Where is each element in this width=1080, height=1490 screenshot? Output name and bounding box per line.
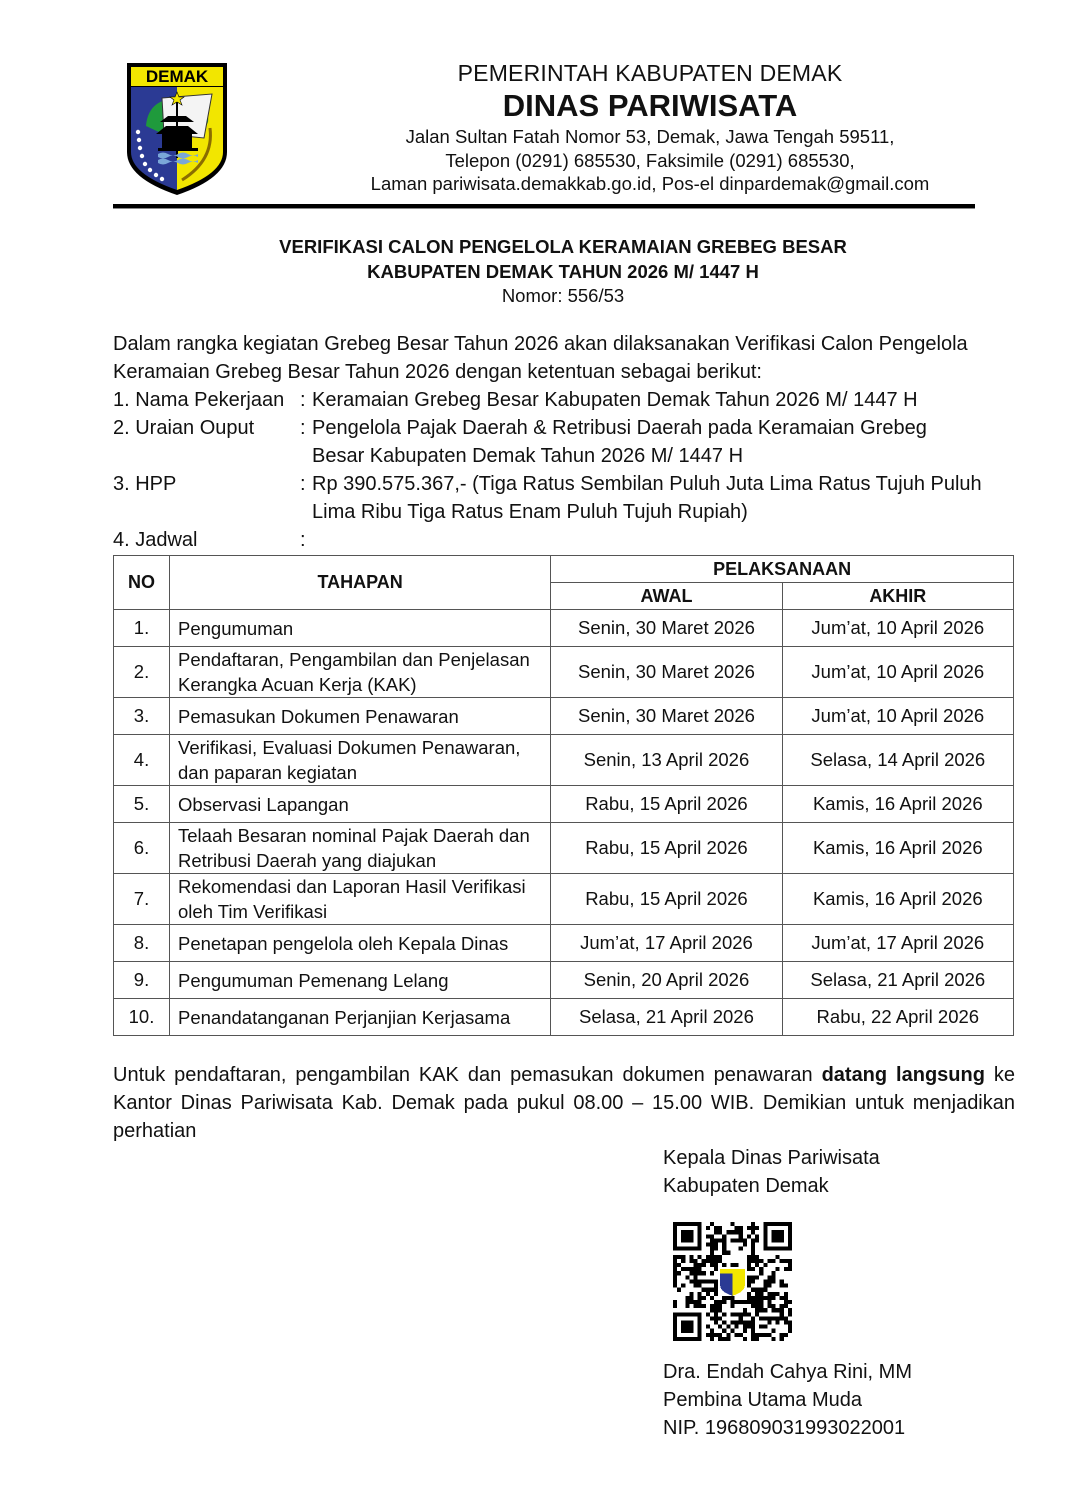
item-value: Pengelola Pajak Daerah & Retribusi Daerah pada Keramaian Grebeg Besar Kabupaten Demak Tahun 2026 M/ 1447 H xyxy=(312,417,927,467)
table-row xyxy=(114,698,1014,735)
closing-text-end: ke Kantor Dinas Pariwisata Kab. Demak pada pukul 08.00 – 15.00 WIB. Demikian untuk menjadikan perhatian xyxy=(113,1064,1015,1142)
row-end-date: Kamis, 16 April 2026 xyxy=(782,786,1013,823)
row-end-date: Kamis, 16 April 2026 xyxy=(782,823,1013,874)
table-row xyxy=(114,925,1014,962)
row-stage: Pendaftaran, Pengambilan dan Penjelasan Kerangka Acuan Kerja (KAK) xyxy=(170,647,551,698)
row-number: 10. xyxy=(114,999,170,1036)
item-value: Keramaian Grebeg Besar Kabupaten Demak Tahun 2026 M/ 1447 H xyxy=(312,389,918,411)
government-name: PEMERINTAH KABUPATEN DEMAK xyxy=(457,60,843,86)
row-start-date: Senin, 13 April 2026 xyxy=(551,735,782,786)
closing-emphasis: datang langsung xyxy=(821,1064,985,1086)
header-end: AKHIR xyxy=(782,583,1013,610)
row-end-date: Selasa, 14 April 2026 xyxy=(782,735,1013,786)
table-row xyxy=(114,647,1014,698)
header-no: NO xyxy=(114,556,170,610)
closing-text-start: Untuk pendaftaran, pengambilan KAK dan pemasukan dokumen penawaran xyxy=(113,1064,822,1086)
row-start-date: Senin, 20 April 2026 xyxy=(551,962,782,999)
item-colon: : xyxy=(300,417,306,439)
office-phone-fax: Telepon (0291) 685530, Faksimile (0291) 685530, xyxy=(445,150,855,171)
row-number: 6. xyxy=(114,823,170,874)
item-label: 3. HPP xyxy=(113,473,177,495)
row-end-date: Jum’at, 17 April 2026 xyxy=(782,925,1013,962)
row-end-date: Kamis, 16 April 2026 xyxy=(782,874,1013,925)
letterhead-divider xyxy=(113,204,975,209)
row-start-date: Rabu, 15 April 2026 xyxy=(551,874,782,925)
row-end-date: Jum’at, 10 April 2026 xyxy=(782,647,1013,698)
office-website-email: Laman pariwisata.demakkab.go.id, Pos-el dinpardemak@gmail.com xyxy=(370,173,930,194)
office-address: Jalan Sultan Fatah Nomor 53, Demak, Jawa Tengah 59511, xyxy=(405,126,895,147)
table-row xyxy=(114,735,1014,786)
closing-paragraph xyxy=(113,1061,1015,1145)
row-end-date: Jum’at, 10 April 2026 xyxy=(782,698,1013,735)
table-row xyxy=(114,999,1014,1036)
row-start-date: Selasa, 21 April 2026 xyxy=(551,999,782,1036)
document-number: Nomor: 556/53 xyxy=(501,285,625,306)
row-number: 1. xyxy=(114,610,170,647)
document-title-line-2: KABUPATEN DEMAK TAHUN 2026 M/ 1447 H xyxy=(367,261,759,282)
table-row xyxy=(114,823,1014,874)
signatory-nip: NIP. 196809031993022001 xyxy=(663,1417,906,1439)
signatory-office-line-1: Kepala Dinas Pariwisata xyxy=(663,1147,880,1169)
row-number: 8. xyxy=(114,925,170,962)
item-colon: : xyxy=(300,473,306,495)
item-label: 2. Uraian Ouput xyxy=(113,417,255,439)
row-end-date: Selasa, 21 April 2026 xyxy=(782,962,1013,999)
item-colon: : xyxy=(300,529,306,551)
intro-paragraph: Dalam rangka kegiatan Grebeg Besar Tahun 2026 akan dilaksanakan Verifikasi Calon Pengelola Keramaian Grebeg Besar Tahun 2026 dengan ketentuan sebagai berikut: xyxy=(113,333,968,383)
row-stage: Pengumuman Pemenang Lelang xyxy=(170,962,551,999)
row-number: 3. xyxy=(114,698,170,735)
header-execution: PELAKSANAAN xyxy=(551,556,1014,583)
table-row xyxy=(114,610,1014,647)
row-start-date: Rabu, 15 April 2026 xyxy=(551,786,782,823)
header-start: AWAL xyxy=(551,583,782,610)
signatory-rank: Pembina Utama Muda xyxy=(663,1389,862,1411)
table-header-row xyxy=(114,556,1014,583)
signatory-office-line-2: Kabupaten Demak xyxy=(663,1175,829,1197)
item-colon: : xyxy=(300,389,306,411)
row-number: 9. xyxy=(114,962,170,999)
row-start-date: Jum’at, 17 April 2026 xyxy=(551,925,782,962)
row-stage: Telaah Besaran nominal Pajak Daerah dan Retribusi Daerah yang diajukan xyxy=(170,823,551,874)
row-stage: Verifikasi, Evaluasi Dokumen Penawaran, dan paparan kegiatan xyxy=(170,735,551,786)
row-stage: Rekomendasi dan Laporan Hasil Verifikasi oleh Tim Verifikasi xyxy=(170,874,551,925)
table-row xyxy=(114,786,1014,823)
row-stage: Penetapan pengelola oleh Kepala Dinas xyxy=(170,925,551,962)
row-end-date: Jum’at, 10 April 2026 xyxy=(782,610,1013,647)
row-start-date: Senin, 30 Maret 2026 xyxy=(551,610,782,647)
demak-regency-emblem xyxy=(124,60,230,198)
schedule-table xyxy=(113,555,1014,1036)
emblem-label: DEMAK xyxy=(145,67,209,86)
row-number: 7. xyxy=(114,874,170,925)
table-row xyxy=(114,874,1014,925)
row-end-date: Rabu, 22 April 2026 xyxy=(782,999,1013,1036)
row-number: 4. xyxy=(114,735,170,786)
row-stage: Penandatanganan Perjanjian Kerjasama xyxy=(170,999,551,1036)
document-title-line-1: VERIFIKASI CALON PENGELOLA KERAMAIAN GREBEG BESAR xyxy=(279,236,847,257)
item-label: 1. Nama Pekerjaan xyxy=(113,389,285,411)
row-stage: Observasi Lapangan xyxy=(170,786,551,823)
row-start-date: Rabu, 15 April 2026 xyxy=(551,823,782,874)
table-row xyxy=(114,962,1014,999)
item-value: Rp 390.575.367,- (Tiga Ratus Sembilan Puluh Juta Lima Ratus Tujuh Puluh Lima Ribu Tiga Ratus Enam Puluh Tujuh Rupiah) xyxy=(312,473,982,523)
row-stage: Pengumuman xyxy=(170,610,551,647)
signatory-block xyxy=(663,1358,912,1442)
row-start-date: Senin, 30 Maret 2026 xyxy=(551,647,782,698)
signatory-office xyxy=(663,1144,880,1200)
header-stage: TAHAPAN xyxy=(170,556,551,610)
signatory-name: Dra. Endah Cahya Rini, MM xyxy=(663,1361,912,1383)
row-stage: Pemasukan Dokumen Penawaran xyxy=(170,698,551,735)
row-number: 5. xyxy=(114,786,170,823)
department-name: DINAS PARIWISATA xyxy=(502,88,798,123)
row-start-date: Senin, 30 Maret 2026 xyxy=(551,698,782,735)
signature-qr-code xyxy=(672,1222,793,1341)
row-number: 2. xyxy=(114,647,170,698)
item-label: 4. Jadwal xyxy=(113,529,198,551)
